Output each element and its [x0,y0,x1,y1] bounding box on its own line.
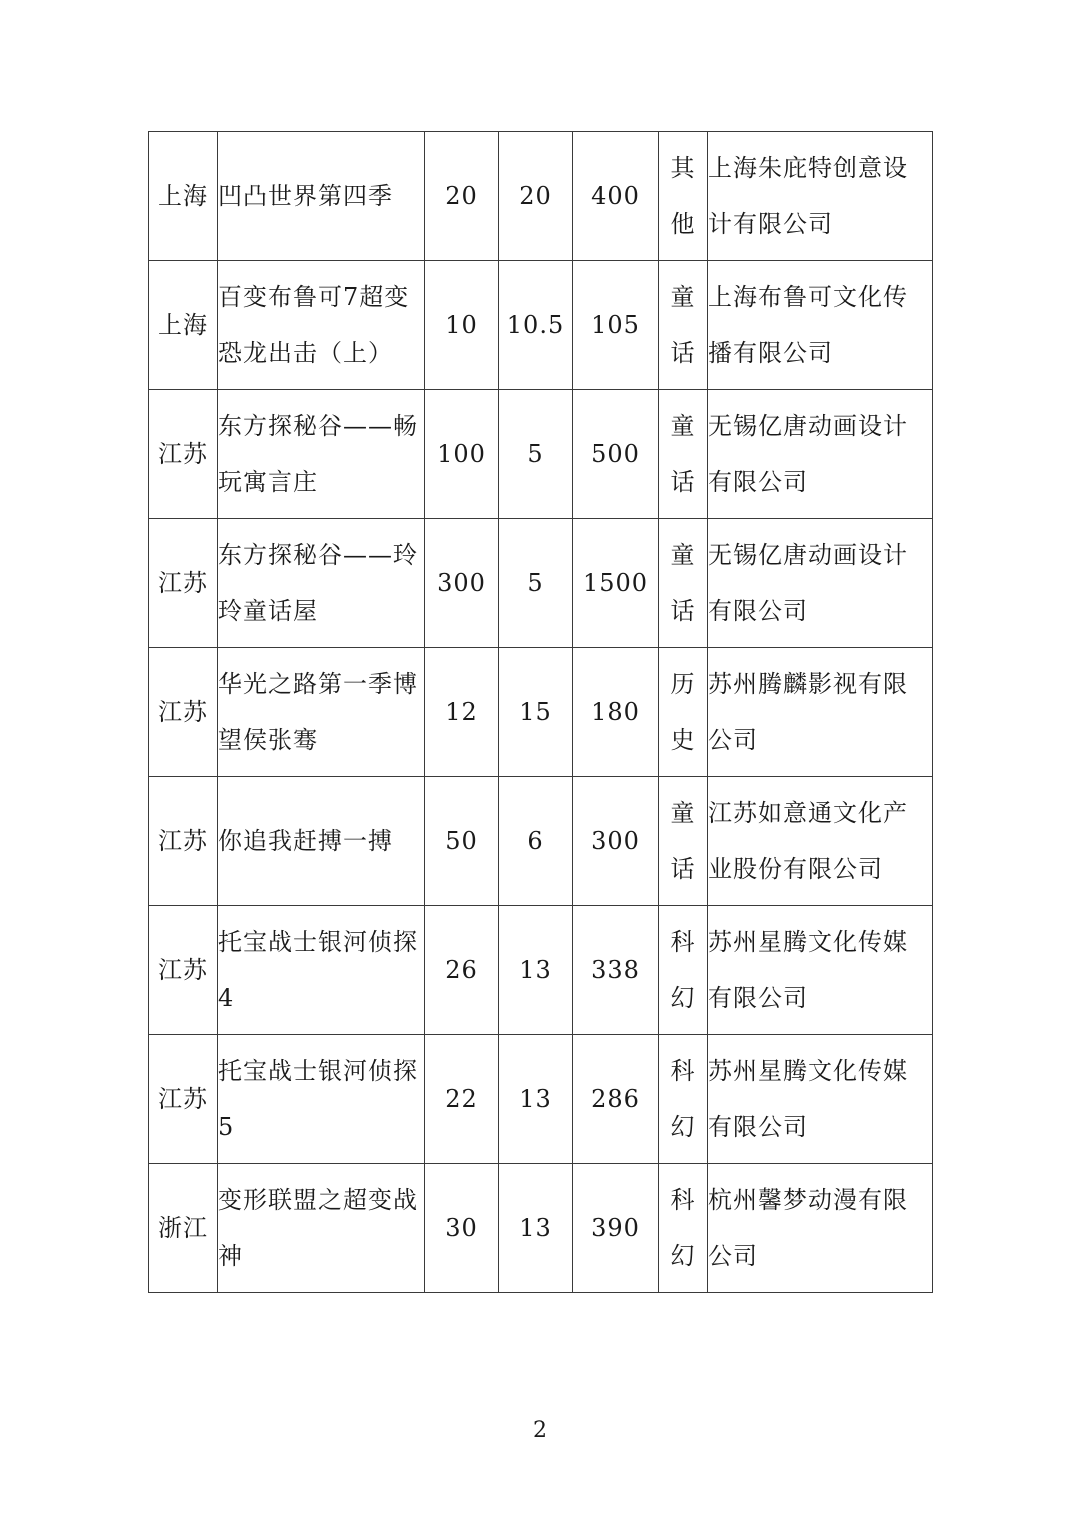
genre-cell [659,1035,708,1164]
company-cell: 无锡亿唐动画设计有限公司 [708,390,933,519]
table-row [149,390,933,519]
total-cell: 400 [573,132,659,261]
total-cell: 500 [573,390,659,519]
title-cell: 托宝战士银河侦探4 [218,906,425,1035]
genre-text: 童话 [670,541,696,625]
title-cell: 你追我赶搏一搏 [218,777,425,906]
total-cell: 180 [573,648,659,777]
total-cell: 300 [573,777,659,906]
genre-text: 科幻 [670,1057,696,1141]
company-cell: 上海布鲁可文化传播有限公司 [708,261,933,390]
table-row [149,1164,933,1293]
total-cell: 338 [573,906,659,1035]
title-cell: 华光之路第一季博望侯张骞 [218,648,425,777]
genre-text: 其他 [670,154,696,238]
page-number: 2 [533,1418,547,1443]
episodes-cell: 22 [425,1035,499,1164]
genre-cell [659,648,708,777]
genre-text: 科幻 [670,1186,696,1270]
genre-text: 历史 [670,670,696,754]
minutes-cell: 13 [499,1035,573,1164]
episodes-cell: 30 [425,1164,499,1293]
genre-text: 科幻 [670,928,696,1012]
table-row [149,1035,933,1164]
episodes-cell: 20 [425,132,499,261]
company-cell: 江苏如意通文化产业股份有限公司 [708,777,933,906]
region-cell: 江苏 [149,648,218,777]
genre-cell [659,132,708,261]
company-cell: 苏州星腾文化传媒有限公司 [708,1035,933,1164]
total-cell: 390 [573,1164,659,1293]
table-row [149,777,933,906]
genre-cell [659,261,708,390]
region-cell: 浙江 [149,1164,218,1293]
region-cell: 上海 [149,132,218,261]
genre-text: 童话 [670,283,696,367]
title-cell: 东方探秘谷——畅玩寓言庄 [218,390,425,519]
minutes-cell: 15 [499,648,573,777]
region-cell: 江苏 [149,777,218,906]
minutes-cell: 13 [499,906,573,1035]
minutes-cell: 20 [499,132,573,261]
company-cell: 上海朱庇特创意设计有限公司 [708,132,933,261]
genre-cell [659,1164,708,1293]
company-cell: 无锡亿唐动画设计有限公司 [708,519,933,648]
title-cell: 百变布鲁可7超变恐龙出击（上） [218,261,425,390]
region-cell: 江苏 [149,906,218,1035]
region-cell: 江苏 [149,390,218,519]
minutes-cell: 13 [499,1164,573,1293]
title-cell: 变形联盟之超变战神 [218,1164,425,1293]
genre-cell [659,390,708,519]
minutes-cell: 5 [499,390,573,519]
genre-text: 童话 [670,799,696,883]
minutes-cell: 6 [499,777,573,906]
episodes-cell: 300 [425,519,499,648]
table-row [149,132,933,261]
total-cell: 105 [573,261,659,390]
company-cell: 苏州星腾文化传媒有限公司 [708,906,933,1035]
company-cell: 杭州馨梦动漫有限公司 [708,1164,933,1293]
episodes-cell: 50 [425,777,499,906]
region-cell: 江苏 [149,1035,218,1164]
region-cell: 江苏 [149,519,218,648]
genre-text: 童话 [670,412,696,496]
title-cell: 托宝战士银河侦探5 [218,1035,425,1164]
title-cell: 东方探秘谷——玲玲童话屋 [218,519,425,648]
genre-cell [659,906,708,1035]
genre-cell [659,777,708,906]
episodes-cell: 26 [425,906,499,1035]
table-row [149,261,933,390]
episodes-cell: 10 [425,261,499,390]
genre-cell [659,519,708,648]
table-row [149,519,933,648]
total-cell: 286 [573,1035,659,1164]
company-cell: 苏州腾麟影视有限公司 [708,648,933,777]
minutes-cell: 10.5 [499,261,573,390]
title-cell: 凹凸世界第四季 [218,132,425,261]
animation-listing-table [148,131,933,1293]
episodes-cell: 12 [425,648,499,777]
table-row [149,906,933,1035]
table-row [149,648,933,777]
episodes-cell: 100 [425,390,499,519]
minutes-cell: 5 [499,519,573,648]
total-cell: 1500 [573,519,659,648]
region-cell: 上海 [149,261,218,390]
